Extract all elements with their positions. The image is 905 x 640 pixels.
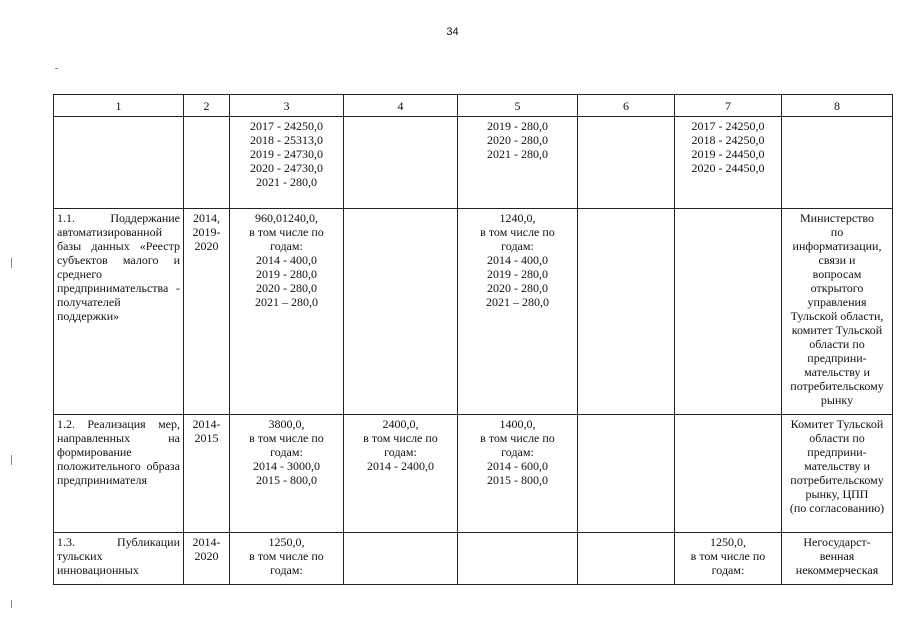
column-header: 5 bbox=[458, 95, 578, 117]
table-cell bbox=[184, 117, 230, 209]
table-cell bbox=[578, 209, 675, 415]
table-cell bbox=[578, 533, 675, 585]
column-header: 3 bbox=[230, 95, 344, 117]
table-cell bbox=[578, 117, 675, 209]
column-header: 8 bbox=[782, 95, 893, 117]
table-row bbox=[54, 117, 893, 209]
table-cell bbox=[675, 415, 782, 533]
table-cell: 2017 - 24250,0 2018 - 24250,0 2019 - 24450,0 2020 - 24450,0 bbox=[675, 117, 782, 209]
table-cell: 3800,0, в том числе по годам: 2014 - 3000,0 2015 - 800,0 bbox=[230, 415, 344, 533]
years-cell: 2014- 2020 bbox=[184, 533, 230, 585]
task-description-cell: 1.3. Публикации тульских инновационных bbox=[54, 533, 184, 585]
column-header: 4 bbox=[344, 95, 458, 117]
header-row bbox=[54, 95, 893, 117]
years-cell: 2014- 2015 bbox=[184, 415, 230, 533]
page-number: 34 bbox=[446, 26, 459, 38]
table-cell: 1400,0, в том числе по годам: 2014 - 600,0 2015 - 800,0 bbox=[458, 415, 578, 533]
table-cell bbox=[458, 533, 578, 585]
executor-cell: Комитет Тульской области по предприни- мательству и потребительскому рынку, ЦПП (по согласованию) bbox=[782, 415, 893, 533]
table-cell bbox=[54, 117, 184, 209]
table-cell: 2017 - 24250,0 2018 - 25313,0 2019 - 24730,0 2020 - 24730,0 2021 - 280,0 bbox=[230, 117, 344, 209]
table-cell: 2019 - 280,0 2020 - 280,0 2021 - 280,0 bbox=[458, 117, 578, 209]
table-cell: 1250,0, в том числе по годам: bbox=[230, 533, 344, 585]
table-cell: 1240,0, в том числе по годам: 2014 - 400,0 2019 - 280,0 2020 - 280,0 2021 – 280,0 bbox=[458, 209, 578, 415]
table-cell: 960,01240,0, в том числе по годам: 2014 - 400,0 2019 - 280,0 2020 - 280,0 2021 – 280,0 bbox=[230, 209, 344, 415]
table-cell bbox=[782, 117, 893, 209]
column-header: 1 bbox=[54, 95, 184, 117]
table-cell bbox=[675, 209, 782, 415]
scan-mark bbox=[55, 68, 58, 69]
table-row bbox=[54, 209, 893, 415]
table-cell bbox=[344, 209, 458, 415]
scan-mark bbox=[11, 455, 12, 465]
table-cell bbox=[344, 533, 458, 585]
table-cell: 1250,0, в том числе по годам: bbox=[675, 533, 782, 585]
executor-cell: Министерство по информатизации, связи и вопросам открытого управления Тульской области, комитет Тульской области по предприни- мательству и потребительскому рынку bbox=[782, 209, 893, 415]
program-table bbox=[53, 94, 893, 585]
table-row bbox=[54, 533, 893, 585]
column-header: 6 bbox=[578, 95, 675, 117]
table-cell bbox=[344, 117, 458, 209]
column-header: 7 bbox=[675, 95, 782, 117]
table-cell bbox=[578, 415, 675, 533]
task-description-cell: 1.1. Поддержание автоматизированной базы данных «Реестр субъектов малого и среднего предпринимательства - получателей поддержки» bbox=[54, 209, 184, 415]
column-header: 2 bbox=[184, 95, 230, 117]
executor-cell: Негосударст- венная некоммерческая bbox=[782, 533, 893, 585]
table-row bbox=[54, 415, 893, 533]
task-description-cell: 1.2. Реализация мер, направленных на формирование положительного образа предпринимателя bbox=[54, 415, 184, 533]
scan-mark bbox=[11, 258, 12, 268]
years-cell: 2014, 2019- 2020 bbox=[184, 209, 230, 415]
scan-mark bbox=[11, 600, 12, 608]
table-cell: 2400,0, в том числе по годам: 2014 - 2400,0 bbox=[344, 415, 458, 533]
